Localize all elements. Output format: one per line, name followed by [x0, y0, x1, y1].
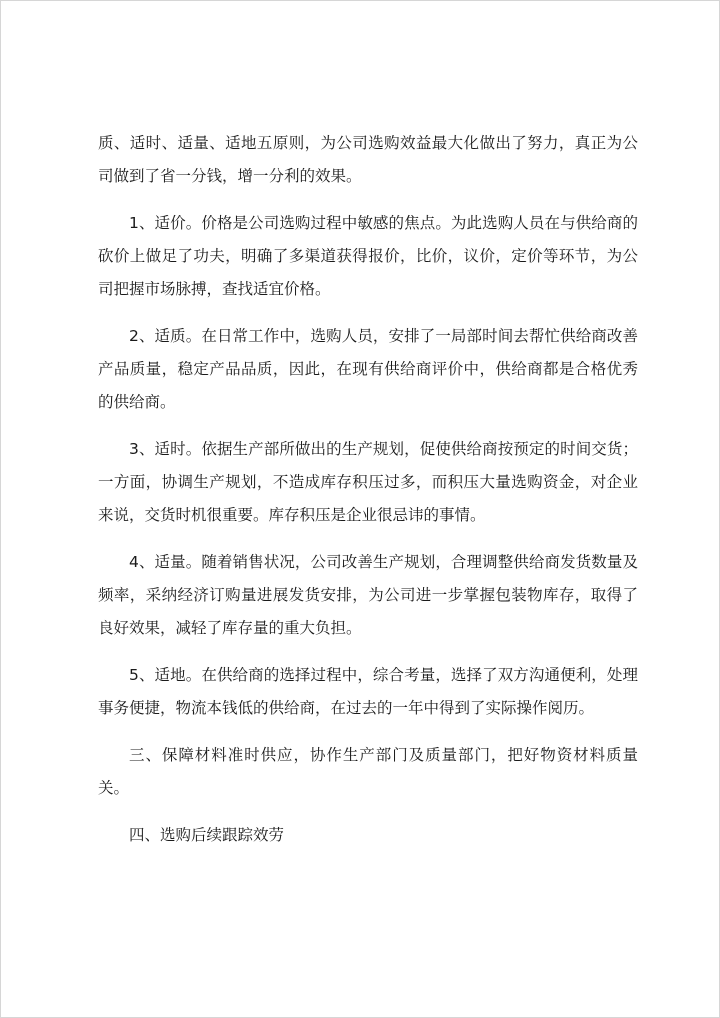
paragraph-timing: 3、适时。依据生产部所做出的生产规划，促使供给商按预定的时间交货；一方面，协调生产规划，不造成库存积压过多，而积压大量选购资金，对企业来说，交货时机很重要。库存积压是企业很忌讳的事情。: [98, 440, 638, 524]
paragraph-quality: 2、适质。在日常工作中，选购人员，安排了一局部时间去帮忙供给商改善产品质量，稳定产品品质，因此，在现有供给商评价中，供给商都是合格优秀的供给商。: [98, 327, 638, 411]
paragraph-continuation: 质、适时、适量、适地五原则，为公司选购效益最大化做出了努力，真正为公司做到了省一分钱，增一分利的效果。: [98, 134, 638, 185]
paragraph-price: 1、适价。价格是公司选购过程中敏感的焦点。为此选购人员在与供给商的砍价上做足了功夫，明确了多渠道获得报价，比价，议价，定价等环节，为公司把握市场脉搏，查找适宜价格。: [98, 214, 638, 298]
paragraph-location: 5、适地。在供给商的选择过程中，综合考量，选择了双方沟通便利，处理事务便捷，物流本钱低的供给商，在过去的一年中得到了实际操作阅历。: [98, 666, 638, 717]
section-heading-supply: 三、保障材料准时供应，协作生产部门及质量部门，把好物资材料质量关。: [98, 746, 638, 797]
section-heading-followup: 四、选购后续跟踪效劳: [129, 826, 285, 844]
paragraph-quantity: 4、适量。随着销售状况，公司改善生产规划，合理调整供给商发货数量及频率，采纳经济订购量进展发货安排，为公司进一步掌握包装物库存，取得了良好效果，减轻了库存量的重大负担。: [98, 553, 638, 637]
document-body: [98, 127, 638, 866]
